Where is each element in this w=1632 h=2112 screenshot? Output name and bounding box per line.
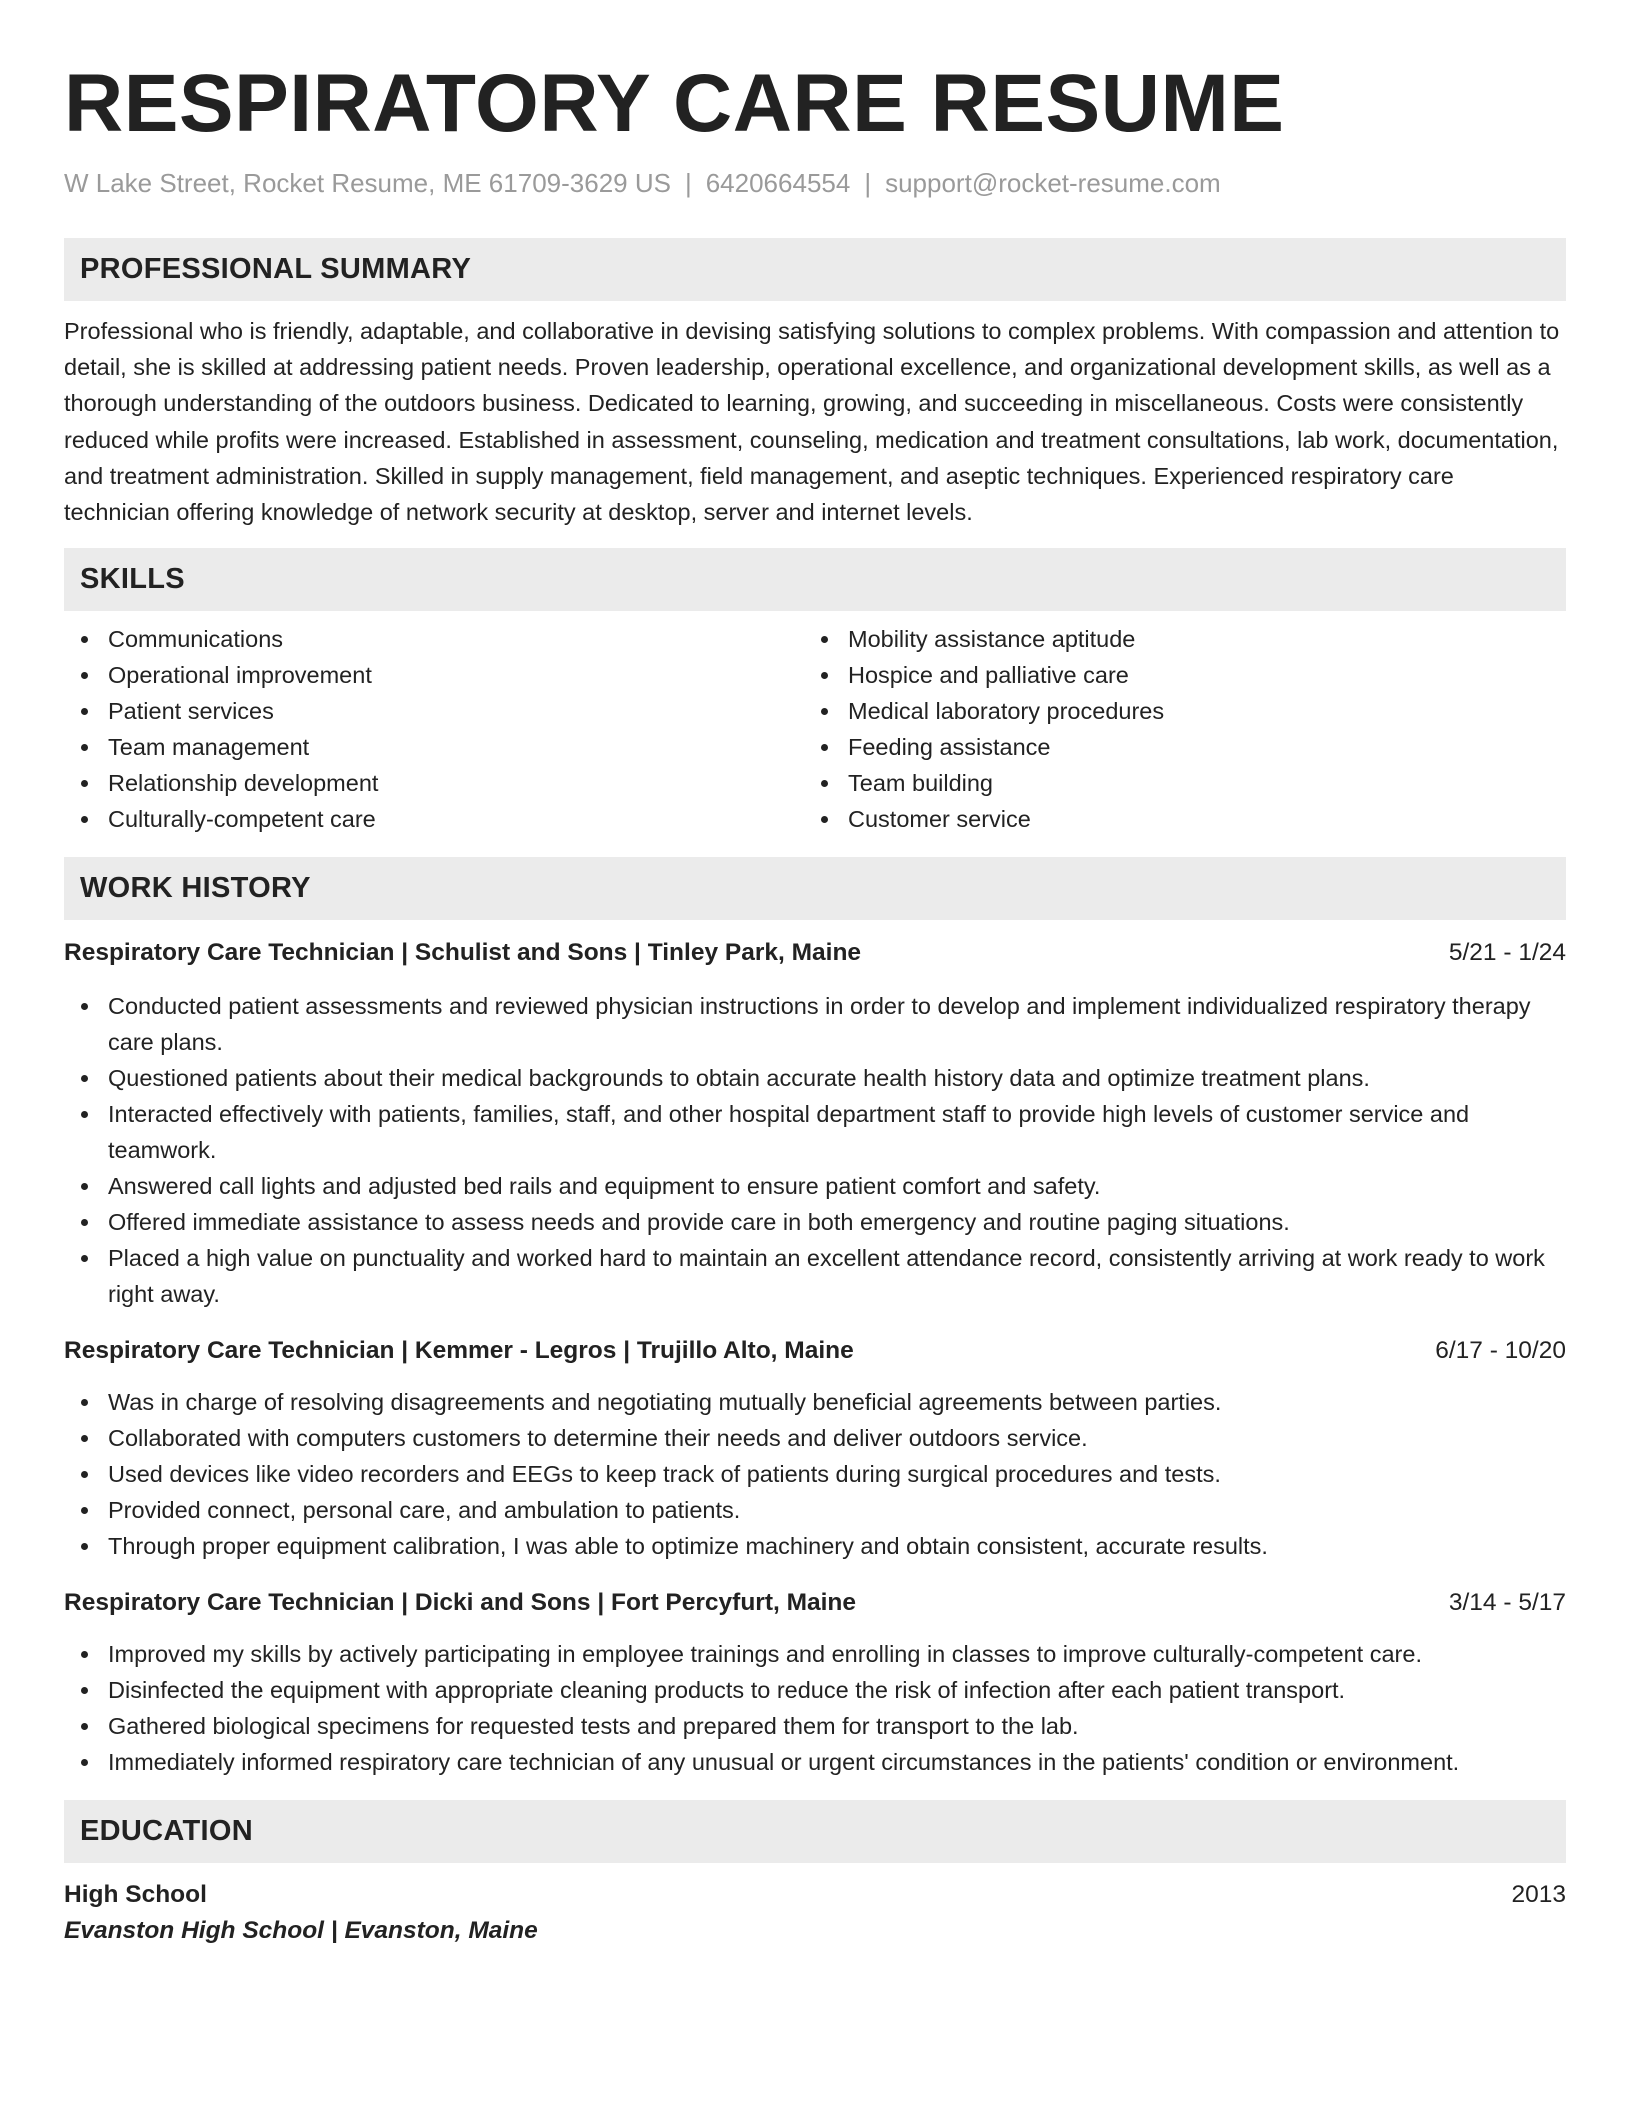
contact-phone: 6420664554 <box>705 168 851 198</box>
resume-page <box>64 0 1566 1949</box>
skill-item: Operational improvement <box>64 657 804 693</box>
job-bullet: Offered immediate assistance to assess needs and provide care in both emergency and routine paging situations. <box>64 1204 1566 1240</box>
contact-address: W Lake Street, Rocket Resume, ME 61709-3629 US <box>64 168 671 198</box>
job-bullet: Immediately informed respiratory care technician of any unusual or urgent circumstances in the patients' condition or environment. <box>64 1744 1566 1780</box>
job-bullet: Gathered biological specimens for requested tests and prepared them for transport to the lab. <box>64 1708 1566 1744</box>
section-heading-education: EDUCATION <box>64 1800 1566 1863</box>
contact-email: support@rocket-resume.com <box>885 168 1221 198</box>
job-bullet: Questioned patients about their medical backgrounds to obtain accurate health history data and optimize treatment plans. <box>64 1060 1566 1096</box>
job-entry <box>64 1334 1566 1564</box>
job-header <box>64 1586 1566 1620</box>
skills-list <box>64 621 1566 837</box>
job-bullet: Improved my skills by actively participating in employee trainings and enrolling in classes to improve culturally-competent care. <box>64 1636 1566 1672</box>
skills-column-right <box>804 621 1544 837</box>
skill-item: Hospice and palliative care <box>804 657 1544 693</box>
skill-item: Feeding assistance <box>804 729 1544 765</box>
job-header <box>64 1334 1566 1368</box>
skill-item: Team management <box>64 729 804 765</box>
job-bullet-list <box>64 1384 1566 1564</box>
education-year: 2013 <box>1511 1881 1566 1909</box>
contact-separator: | <box>684 168 692 198</box>
job-bullet: Through proper equipment calibration, I was able to optimize machinery and obtain consistent, accurate results. <box>64 1528 1566 1564</box>
skills-column-left <box>64 621 804 837</box>
skill-item: Patient services <box>64 693 804 729</box>
job-bullet: Disinfected the equipment with appropriate cleaning products to reduce the risk of infection after each patient transport. <box>64 1672 1566 1708</box>
job-header <box>64 936 1566 970</box>
resume-title: RESPIRATORY CARE RESUME <box>64 58 1285 149</box>
skill-item: Customer service <box>804 801 1544 837</box>
job-title: Respiratory Care Technician | Dicki and Sons | Fort Percyfurt, Maine <box>64 1589 857 1617</box>
job-bullet: Used devices like video recorders and EEGs to keep track of patients during surgical procedures and tests. <box>64 1456 1566 1492</box>
job-bullet: Provided connect, personal care, and ambulation to patients. <box>64 1492 1566 1528</box>
job-entry <box>64 936 1566 1312</box>
job-bullet: Conducted patient assessments and reviewed physician instructions in order to develop and implement individualized respiratory therapy care plans. <box>64 988 1566 1060</box>
contact-line <box>64 166 1566 200</box>
skill-item: Mobility assistance aptitude <box>804 621 1544 657</box>
skill-item: Culturally-competent care <box>64 801 804 837</box>
job-entry <box>64 1586 1566 1780</box>
skill-item: Team building <box>804 765 1544 801</box>
job-title: Respiratory Care Technician | Kemmer - Legros | Trujillo Alto, Maine <box>64 1337 854 1365</box>
job-bullet: Answered call lights and adjusted bed rails and equipment to ensure patient comfort and safety. <box>64 1168 1566 1204</box>
education-degree: High School <box>64 1881 207 1909</box>
skill-item: Communications <box>64 621 804 657</box>
skill-item: Relationship development <box>64 765 804 801</box>
section-heading-work: WORK HISTORY <box>64 857 1566 920</box>
job-bullet: Placed a high value on punctuality and worked hard to maintain an excellent attendance record, consistently arriving at work ready to work right away. <box>64 1240 1566 1312</box>
section-heading-skills: SKILLS <box>64 548 1566 611</box>
job-dates: 3/14 - 5/17 <box>1448 1589 1566 1617</box>
job-dates: 6/17 - 10/20 <box>1435 1337 1566 1365</box>
summary-text: Professional who is friendly, adaptable, and collaborative in devising satisfying solutions to complex problems. With compassion and attention to detail, she is skilled at addressing patient needs. Proven leadership, operational excellence, and organizational development skills, as well as a thorough understanding of the outdoors business. Dedicated to learning, growing, and succeeding in miscellaneous. Costs were consistently reduced while profits were increased. Established in assessment, counseling, medication and treatment consultations, lab work, documentation, and treatment administration. Skilled in supply management, field management, and aseptic techniques. Experienced respiratory care technician offering knowledge of network security at desktop, server and internet levels. <box>64 318 1560 526</box>
job-bullet: Collaborated with computers customers to determine their needs and deliver outdoors service. <box>64 1420 1566 1456</box>
contact-separator: | <box>864 168 872 198</box>
job-title: Respiratory Care Technician | Schulist and Sons | Tinley Park, Maine <box>64 939 862 967</box>
education-entry <box>64 1877 1566 1949</box>
skill-item: Medical laboratory procedures <box>804 693 1544 729</box>
job-bullet: Interacted effectively with patients, families, staff, and other hospital department staff to provide high levels of customer service and teamwork. <box>64 1096 1566 1168</box>
section-heading-summary: PROFESSIONAL SUMMARY <box>64 238 1566 301</box>
education-header <box>64 1877 1566 1913</box>
job-bullet-list <box>64 988 1566 1312</box>
education-school: Evanston High School | Evanston, Maine <box>64 1917 538 1945</box>
job-dates: 5/21 - 1/24 <box>1448 939 1566 967</box>
job-bullet: Was in charge of resolving disagreements and negotiating mutually beneficial agreements between parties. <box>64 1384 1566 1420</box>
job-bullet-list <box>64 1636 1566 1780</box>
